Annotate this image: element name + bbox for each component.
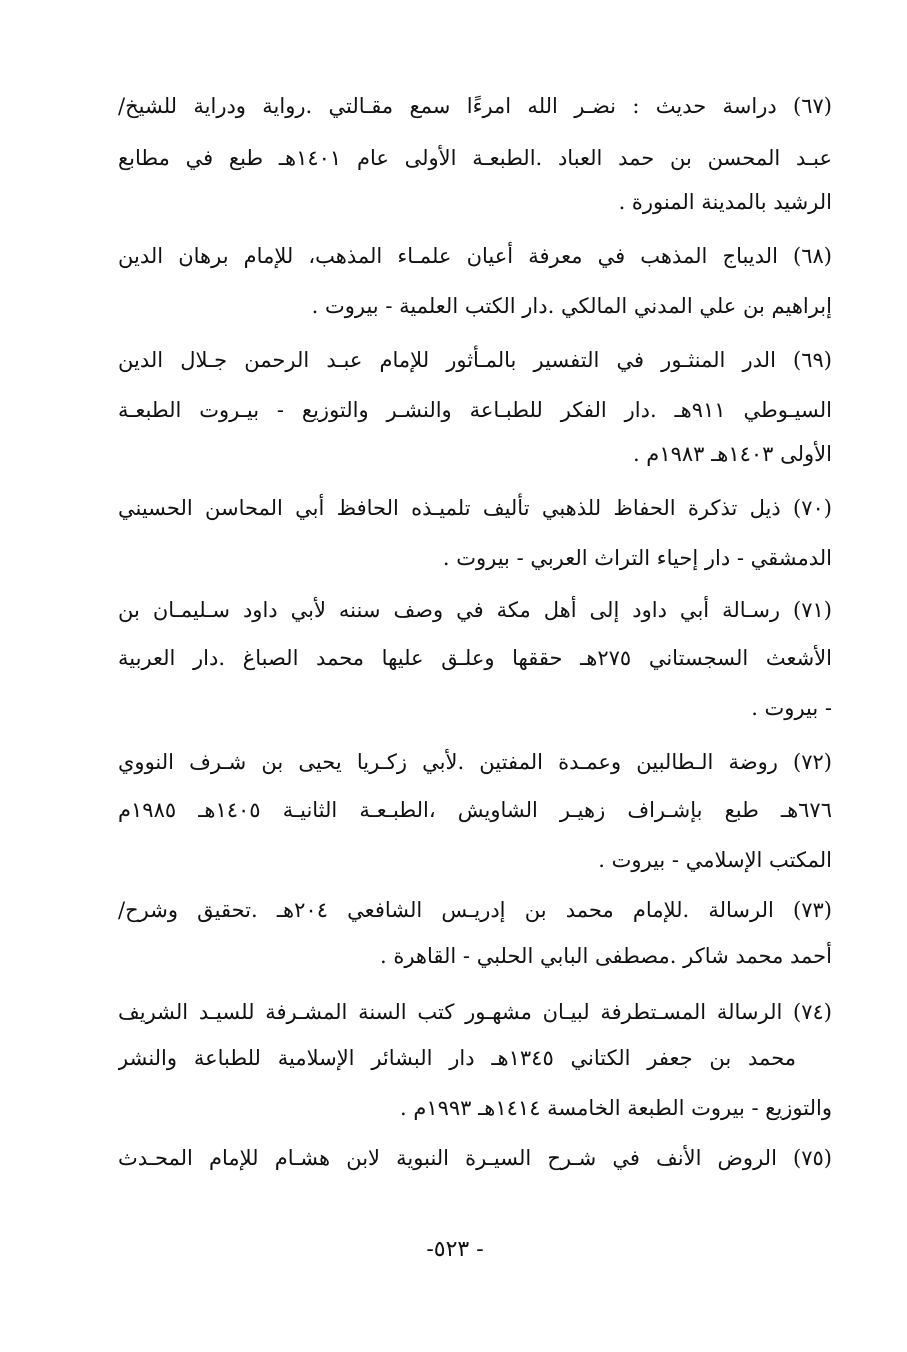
page-number: - ٥٢٣- (426, 1237, 484, 1262)
entry-73-line-2: أحمد محمد شاكر .مصطفى البابي الحلبي - القاهرة . (379, 944, 832, 968)
entry-72-line-3: المكتب الإسلامي - بيروت . (598, 848, 832, 872)
entry-71-line-2: الأشعث السجستاني ٢٧٥هـ حققها وعلـق عليها محمد الصباغ .دار العربية (118, 646, 832, 670)
entry-69-line-2: السيـوطي ٩١١هـ .دار الفكر للطبـاعة والنشـر والتوزيع - بيـروت الطبعـة (118, 398, 832, 422)
entry-68-line-1: (٦٨) الديباج المذهب في معرفة أعيان علمـاء المذهب، للإمام برهان الدين (118, 244, 832, 268)
entry-68-line-2: إبراهيم بن علي المدني المالكي .دار الكتب العلمية - بيروت . (311, 294, 832, 318)
entry-73-line-1: (٧٣) الرسالة .للإمام محمد بن إدريـس الشافعي ٢٠٤هـ .تحقيق وشرح/ (118, 898, 832, 922)
entry-70-line-2: الدمشقي - دار إحياء التراث العربي - بيروت . (442, 546, 832, 570)
entry-67-line-3: الرشيد بالمدينة المنورة . (618, 190, 832, 214)
entry-74-line-3: والتوزيع - بيروت الطبعة الخامسة ١٤١٤هـ ١٩٩٣م . (399, 1096, 832, 1120)
entry-75-line-1: (٧٥) الروض الأنف في شـرح السيـرة النبوية لابن هشـام للإمام المحـدث (118, 1146, 832, 1170)
entry-69-line-3: الأولى ١٤٠٣هـ ١٩٨٣م . (632, 442, 832, 466)
entry-72-line-1: (٧٢) روضة الـطالبين وعمـدة المفتين .لأبي زكـريا يحيى بن شـرف النووي (118, 750, 832, 774)
entry-67-line-1: (٦٧) دراسة حديث : نضـر الله امرءًا سمع مقـالتي .رواية ودراية للشيخ/ (118, 94, 832, 118)
entry-71-line-1: (٧١) رسـالة أبي داود إلى أهل مكة في وصف سننه لأبي داود سـليمـان بن (118, 598, 832, 622)
entry-74-line-2: محمد بن جعفر الكتاني ١٣٤٥هـ دار البشائر الإسلامية للطباعة والنشر (118, 1046, 796, 1070)
entry-74-line-1: (٧٤) الرسالة المسـتطرفة لبيـان مشهـور كتب السنة المشـرفة للسيـد الشريف (118, 1000, 832, 1024)
entry-69-line-1: (٦٩) الدر المنثـور في التفسير بالمـأثور للإمام عبـد الرحمن جـلال الدين (118, 348, 832, 372)
entry-71-line-3: - بيروت . (751, 696, 832, 720)
entry-67-line-2: عبـد المحسن بن حمد العباد .الطبعـة الأولى عام ١٤٠١هـ طبع في مطابع (118, 146, 832, 170)
entry-72-line-2: ٦٧٦هـ طبع بإشـراف زهيـر الشاويش ،الطبـعـة الثانيـة ١٤٠٥هـ ١٩٨٥م (118, 798, 832, 822)
entry-70-line-1: (٧٠) ذيل تذكرة الحفاظ للذهبي تأليف تلميـذه الحافظ أبي المحاسن الحسيني (118, 496, 832, 520)
